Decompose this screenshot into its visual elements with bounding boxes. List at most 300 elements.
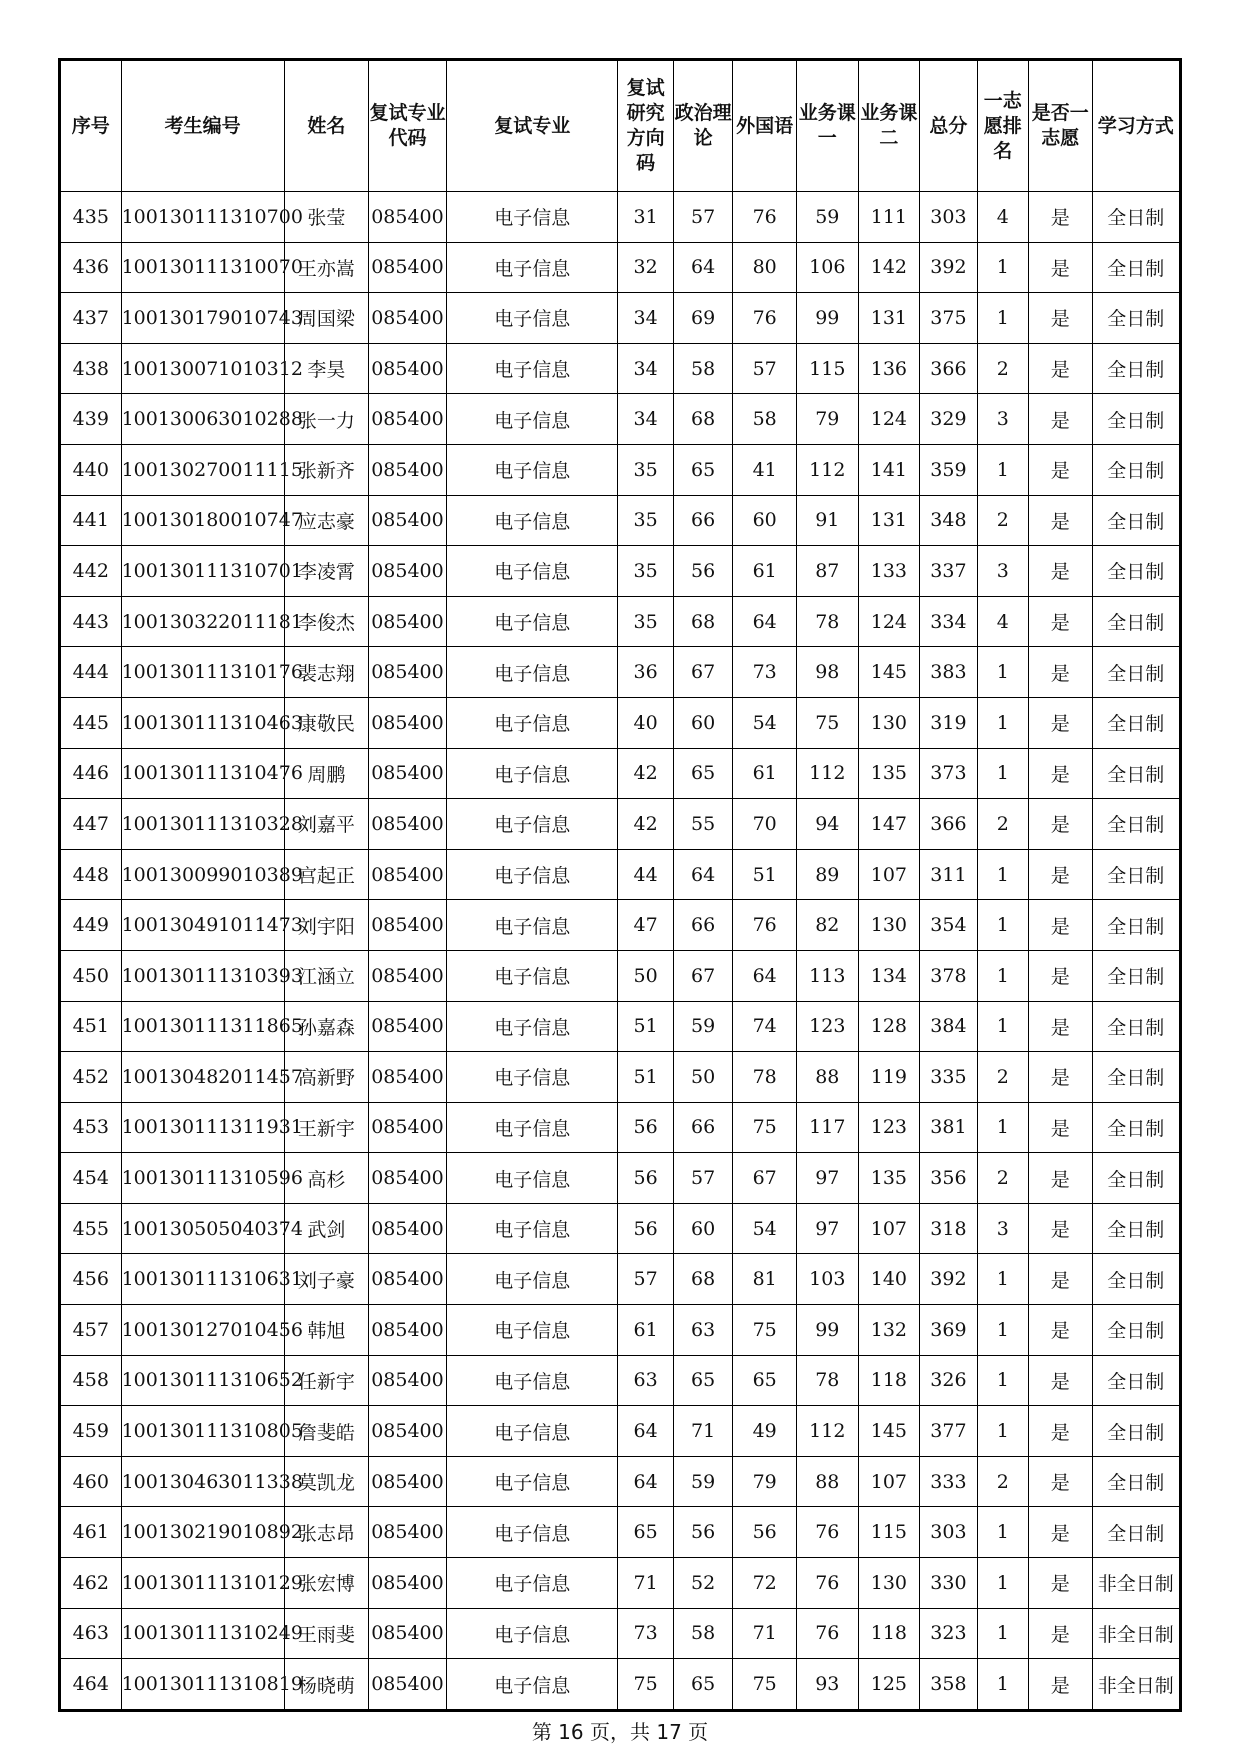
cell-foreign-language: 75 bbox=[733, 1659, 797, 1711]
header-first-choice-rank: 一志愿排名 bbox=[977, 60, 1028, 192]
cell-major-code: 085400 bbox=[368, 1456, 446, 1507]
cell-candidate-id: 100130482011457 bbox=[121, 1052, 284, 1103]
cell-seq: 449 bbox=[60, 900, 122, 951]
cell-major-code: 085400 bbox=[368, 1001, 446, 1052]
cell-is-first-choice: 是 bbox=[1028, 950, 1092, 1001]
cell-total: 392 bbox=[920, 1254, 977, 1305]
cell-name: 杨晓萌 bbox=[284, 1659, 368, 1711]
cell-politics: 64 bbox=[673, 849, 733, 900]
cell-foreign-language: 72 bbox=[733, 1558, 797, 1609]
cell-politics: 59 bbox=[673, 1456, 733, 1507]
cell-course-2: 128 bbox=[858, 1001, 920, 1052]
cell-foreign-language: 58 bbox=[733, 394, 797, 445]
cell-candidate-id: 100130270011115 bbox=[121, 444, 284, 495]
cell-direction-code: 42 bbox=[618, 748, 673, 799]
cell-major-code: 085400 bbox=[368, 394, 446, 445]
cell-first-choice-rank: 1 bbox=[977, 900, 1028, 951]
cell-major: 电子信息 bbox=[446, 1305, 617, 1356]
cell-seq: 462 bbox=[60, 1558, 122, 1609]
cell-foreign-language: 57 bbox=[733, 343, 797, 394]
cell-major: 电子信息 bbox=[446, 1001, 617, 1052]
cell-is-first-choice: 是 bbox=[1028, 1305, 1092, 1356]
cell-foreign-language: 79 bbox=[733, 1456, 797, 1507]
table-row bbox=[60, 1203, 1181, 1254]
cell-foreign-language: 80 bbox=[733, 242, 797, 293]
cell-direction-code: 35 bbox=[618, 596, 673, 647]
cell-is-first-choice: 是 bbox=[1028, 1203, 1092, 1254]
table-row bbox=[60, 950, 1181, 1001]
cell-study-mode: 全日制 bbox=[1092, 799, 1180, 850]
cell-major: 电子信息 bbox=[446, 293, 617, 344]
cell-first-choice-rank: 1 bbox=[977, 647, 1028, 698]
cell-politics: 65 bbox=[673, 444, 733, 495]
cell-course-2: 130 bbox=[858, 1558, 920, 1609]
cell-major: 电子信息 bbox=[446, 900, 617, 951]
cell-direction-code: 36 bbox=[618, 647, 673, 698]
table-row bbox=[60, 1507, 1181, 1558]
cell-study-mode: 全日制 bbox=[1092, 1153, 1180, 1204]
cell-politics: 57 bbox=[673, 192, 733, 243]
table-row bbox=[60, 1558, 1181, 1609]
cell-politics: 68 bbox=[673, 1254, 733, 1305]
cell-course-1: 112 bbox=[797, 748, 859, 799]
cell-seq: 440 bbox=[60, 444, 122, 495]
table-row bbox=[60, 596, 1181, 647]
cell-foreign-language: 67 bbox=[733, 1153, 797, 1204]
cell-study-mode: 非全日制 bbox=[1092, 1659, 1180, 1711]
cell-name: 张宏博 bbox=[284, 1558, 368, 1609]
cell-direction-code: 73 bbox=[618, 1608, 673, 1659]
cell-is-first-choice: 是 bbox=[1028, 1153, 1092, 1204]
cell-seq: 461 bbox=[60, 1507, 122, 1558]
cell-course-2: 147 bbox=[858, 799, 920, 850]
cell-name: 李凌霄 bbox=[284, 546, 368, 597]
cell-total: 354 bbox=[920, 900, 977, 951]
cell-course-1: 82 bbox=[797, 900, 859, 951]
cell-is-first-choice: 是 bbox=[1028, 394, 1092, 445]
cell-study-mode: 全日制 bbox=[1092, 950, 1180, 1001]
cell-total: 358 bbox=[920, 1659, 977, 1711]
cell-total: 303 bbox=[920, 1507, 977, 1558]
cell-candidate-id: 100130219010892 bbox=[121, 1507, 284, 1558]
cell-first-choice-rank: 1 bbox=[977, 950, 1028, 1001]
cell-major-code: 085400 bbox=[368, 697, 446, 748]
cell-major: 电子信息 bbox=[446, 192, 617, 243]
cell-politics: 68 bbox=[673, 394, 733, 445]
cell-candidate-id: 100130071010312 bbox=[121, 343, 284, 394]
header-course-2: 业务课二 bbox=[858, 60, 920, 192]
cell-study-mode: 全日制 bbox=[1092, 1305, 1180, 1356]
cell-name: 任新宇 bbox=[284, 1355, 368, 1406]
cell-study-mode: 全日制 bbox=[1092, 748, 1180, 799]
header-seq: 序号 bbox=[60, 60, 122, 192]
cell-name: 张新齐 bbox=[284, 444, 368, 495]
cell-name: 张志昂 bbox=[284, 1507, 368, 1558]
header-name: 姓名 bbox=[284, 60, 368, 192]
cell-major: 电子信息 bbox=[446, 1052, 617, 1103]
cell-total: 377 bbox=[920, 1406, 977, 1457]
cell-direction-code: 65 bbox=[618, 1507, 673, 1558]
cell-is-first-choice: 是 bbox=[1028, 192, 1092, 243]
cell-foreign-language: 49 bbox=[733, 1406, 797, 1457]
cell-name: 周国梁 bbox=[284, 293, 368, 344]
cell-is-first-choice: 是 bbox=[1028, 1001, 1092, 1052]
cell-first-choice-rank: 1 bbox=[977, 293, 1028, 344]
cell-candidate-id: 100130111310328 bbox=[121, 799, 284, 850]
cell-politics: 68 bbox=[673, 596, 733, 647]
cell-foreign-language: 64 bbox=[733, 950, 797, 1001]
cell-study-mode: 全日制 bbox=[1092, 495, 1180, 546]
cell-politics: 63 bbox=[673, 1305, 733, 1356]
cell-course-1: 103 bbox=[797, 1254, 859, 1305]
cell-foreign-language: 61 bbox=[733, 546, 797, 597]
cell-foreign-language: 61 bbox=[733, 748, 797, 799]
table-row bbox=[60, 1153, 1181, 1204]
cell-seq: 447 bbox=[60, 799, 122, 850]
cell-major-code: 085400 bbox=[368, 1355, 446, 1406]
cell-course-2: 141 bbox=[858, 444, 920, 495]
cell-major: 电子信息 bbox=[446, 1254, 617, 1305]
cell-major: 电子信息 bbox=[446, 444, 617, 495]
cell-course-2: 130 bbox=[858, 697, 920, 748]
cell-foreign-language: 75 bbox=[733, 1102, 797, 1153]
table-row bbox=[60, 1659, 1181, 1711]
cell-seq: 436 bbox=[60, 242, 122, 293]
cell-candidate-id: 100130111310476 bbox=[121, 748, 284, 799]
cell-politics: 65 bbox=[673, 1659, 733, 1711]
header-row bbox=[60, 60, 1181, 192]
cell-study-mode: 全日制 bbox=[1092, 242, 1180, 293]
cell-course-1: 123 bbox=[797, 1001, 859, 1052]
cell-course-2: 123 bbox=[858, 1102, 920, 1153]
cell-name: 刘宇阳 bbox=[284, 900, 368, 951]
cell-foreign-language: 54 bbox=[733, 697, 797, 748]
cell-course-2: 136 bbox=[858, 343, 920, 394]
cell-study-mode: 全日制 bbox=[1092, 293, 1180, 344]
cell-name: 康敬民 bbox=[284, 697, 368, 748]
cell-first-choice-rank: 2 bbox=[977, 495, 1028, 546]
cell-major-code: 085400 bbox=[368, 293, 446, 344]
cell-course-1: 76 bbox=[797, 1608, 859, 1659]
cell-direction-code: 42 bbox=[618, 799, 673, 850]
cell-course-2: 135 bbox=[858, 1153, 920, 1204]
cell-study-mode: 全日制 bbox=[1092, 1406, 1180, 1457]
cell-direction-code: 56 bbox=[618, 1153, 673, 1204]
cell-major-code: 085400 bbox=[368, 1052, 446, 1103]
cell-candidate-id: 100130111310176 bbox=[121, 647, 284, 698]
cell-major: 电子信息 bbox=[446, 242, 617, 293]
cell-foreign-language: 71 bbox=[733, 1608, 797, 1659]
cell-name: 王雨斐 bbox=[284, 1608, 368, 1659]
cell-name: 裴志翔 bbox=[284, 647, 368, 698]
cell-politics: 71 bbox=[673, 1406, 733, 1457]
cell-is-first-choice: 是 bbox=[1028, 1052, 1092, 1103]
cell-major: 电子信息 bbox=[446, 1558, 617, 1609]
cell-course-1: 99 bbox=[797, 1305, 859, 1356]
cell-foreign-language: 64 bbox=[733, 596, 797, 647]
cell-major-code: 085400 bbox=[368, 1254, 446, 1305]
cell-direction-code: 64 bbox=[618, 1456, 673, 1507]
cell-course-1: 59 bbox=[797, 192, 859, 243]
cell-seq: 446 bbox=[60, 748, 122, 799]
cell-major-code: 085400 bbox=[368, 900, 446, 951]
cell-course-1: 97 bbox=[797, 1203, 859, 1254]
cell-first-choice-rank: 1 bbox=[977, 1406, 1028, 1457]
cell-major: 电子信息 bbox=[446, 495, 617, 546]
cell-politics: 56 bbox=[673, 1507, 733, 1558]
cell-major-code: 085400 bbox=[368, 748, 446, 799]
table-row bbox=[60, 900, 1181, 951]
cell-total: 334 bbox=[920, 596, 977, 647]
table-row bbox=[60, 799, 1181, 850]
cell-total: 330 bbox=[920, 1558, 977, 1609]
cell-course-1: 87 bbox=[797, 546, 859, 597]
cell-study-mode: 全日制 bbox=[1092, 647, 1180, 698]
cell-direction-code: 61 bbox=[618, 1305, 673, 1356]
cell-politics: 66 bbox=[673, 900, 733, 951]
cell-candidate-id: 100130322011181 bbox=[121, 596, 284, 647]
table-row bbox=[60, 192, 1181, 243]
page-footer: 第 16 页，共 17 页 bbox=[531, 1720, 709, 1744]
cell-is-first-choice: 是 bbox=[1028, 546, 1092, 597]
cell-major: 电子信息 bbox=[446, 1659, 617, 1711]
cell-is-first-choice: 是 bbox=[1028, 697, 1092, 748]
cell-study-mode: 全日制 bbox=[1092, 192, 1180, 243]
cell-course-1: 91 bbox=[797, 495, 859, 546]
cell-first-choice-rank: 4 bbox=[977, 596, 1028, 647]
cell-direction-code: 75 bbox=[618, 1659, 673, 1711]
cell-course-1: 88 bbox=[797, 1052, 859, 1103]
cell-total: 335 bbox=[920, 1052, 977, 1103]
cell-course-2: 124 bbox=[858, 596, 920, 647]
cell-name: 张一力 bbox=[284, 394, 368, 445]
cell-direction-code: 51 bbox=[618, 1052, 673, 1103]
cell-direction-code: 34 bbox=[618, 293, 673, 344]
cell-seq: 442 bbox=[60, 546, 122, 597]
cell-direction-code: 71 bbox=[618, 1558, 673, 1609]
cell-is-first-choice: 是 bbox=[1028, 1254, 1092, 1305]
cell-direction-code: 64 bbox=[618, 1406, 673, 1457]
cell-course-2: 115 bbox=[858, 1507, 920, 1558]
cell-course-2: 140 bbox=[858, 1254, 920, 1305]
cell-candidate-id: 100130505040374 bbox=[121, 1203, 284, 1254]
cell-candidate-id: 100130111311865 bbox=[121, 1001, 284, 1052]
cell-politics: 58 bbox=[673, 1608, 733, 1659]
cell-first-choice-rank: 1 bbox=[977, 697, 1028, 748]
admission-table bbox=[58, 58, 1182, 1712]
cell-is-first-choice: 是 bbox=[1028, 293, 1092, 344]
cell-foreign-language: 51 bbox=[733, 849, 797, 900]
cell-candidate-id: 100130111310596 bbox=[121, 1153, 284, 1204]
cell-major: 电子信息 bbox=[446, 546, 617, 597]
cell-course-1: 78 bbox=[797, 596, 859, 647]
cell-major: 电子信息 bbox=[446, 1608, 617, 1659]
cell-direction-code: 32 bbox=[618, 242, 673, 293]
cell-foreign-language: 78 bbox=[733, 1052, 797, 1103]
cell-course-1: 93 bbox=[797, 1659, 859, 1711]
cell-candidate-id: 100130111311931 bbox=[121, 1102, 284, 1153]
cell-major: 电子信息 bbox=[446, 799, 617, 850]
cell-major-code: 085400 bbox=[368, 596, 446, 647]
header-politics: 政治理论 bbox=[673, 60, 733, 192]
cell-seq: 459 bbox=[60, 1406, 122, 1457]
cell-major-code: 085400 bbox=[368, 546, 446, 597]
cell-major-code: 085400 bbox=[368, 1608, 446, 1659]
header-direction-code: 复试研究方向码 bbox=[618, 60, 673, 192]
cell-first-choice-rank: 1 bbox=[977, 1305, 1028, 1356]
cell-seq: 458 bbox=[60, 1355, 122, 1406]
cell-foreign-language: 56 bbox=[733, 1507, 797, 1558]
cell-major-code: 085400 bbox=[368, 1305, 446, 1356]
cell-seq: 463 bbox=[60, 1608, 122, 1659]
cell-study-mode: 全日制 bbox=[1092, 1254, 1180, 1305]
cell-total: 375 bbox=[920, 293, 977, 344]
cell-course-2: 107 bbox=[858, 849, 920, 900]
cell-first-choice-rank: 2 bbox=[977, 1153, 1028, 1204]
cell-politics: 55 bbox=[673, 799, 733, 850]
cell-is-first-choice: 是 bbox=[1028, 343, 1092, 394]
cell-name: 詹斐皓 bbox=[284, 1406, 368, 1457]
cell-seq: 451 bbox=[60, 1001, 122, 1052]
cell-course-2: 131 bbox=[858, 293, 920, 344]
cell-foreign-language: 65 bbox=[733, 1355, 797, 1406]
cell-total: 366 bbox=[920, 343, 977, 394]
cell-candidate-id: 100130063010288 bbox=[121, 394, 284, 445]
cell-candidate-id: 100130099010389 bbox=[121, 849, 284, 900]
cell-course-2: 118 bbox=[858, 1355, 920, 1406]
cell-course-1: 113 bbox=[797, 950, 859, 1001]
cell-direction-code: 51 bbox=[618, 1001, 673, 1052]
cell-course-2: 130 bbox=[858, 900, 920, 951]
cell-study-mode: 全日制 bbox=[1092, 849, 1180, 900]
cell-course-1: 106 bbox=[797, 242, 859, 293]
cell-course-1: 75 bbox=[797, 697, 859, 748]
cell-course-1: 89 bbox=[797, 849, 859, 900]
cell-study-mode: 全日制 bbox=[1092, 697, 1180, 748]
cell-seq: 445 bbox=[60, 697, 122, 748]
cell-name: 王新宇 bbox=[284, 1102, 368, 1153]
cell-first-choice-rank: 1 bbox=[977, 444, 1028, 495]
cell-study-mode: 全日制 bbox=[1092, 596, 1180, 647]
cell-name: 武剑 bbox=[284, 1203, 368, 1254]
cell-total: 326 bbox=[920, 1355, 977, 1406]
cell-major: 电子信息 bbox=[446, 1406, 617, 1457]
cell-course-2: 118 bbox=[858, 1608, 920, 1659]
cell-total: 348 bbox=[920, 495, 977, 546]
cell-politics: 57 bbox=[673, 1153, 733, 1204]
cell-name: 江涵立 bbox=[284, 950, 368, 1001]
cell-major-code: 085400 bbox=[368, 799, 446, 850]
cell-course-1: 79 bbox=[797, 394, 859, 445]
cell-politics: 67 bbox=[673, 647, 733, 698]
cell-major-code: 085400 bbox=[368, 343, 446, 394]
cell-politics: 69 bbox=[673, 293, 733, 344]
cell-total: 318 bbox=[920, 1203, 977, 1254]
cell-name: 应志豪 bbox=[284, 495, 368, 546]
cell-direction-code: 56 bbox=[618, 1102, 673, 1153]
cell-course-1: 99 bbox=[797, 293, 859, 344]
cell-study-mode: 全日制 bbox=[1092, 444, 1180, 495]
cell-foreign-language: 73 bbox=[733, 647, 797, 698]
cell-study-mode: 全日制 bbox=[1092, 343, 1180, 394]
cell-study-mode: 全日制 bbox=[1092, 900, 1180, 951]
cell-foreign-language: 54 bbox=[733, 1203, 797, 1254]
cell-study-mode: 非全日制 bbox=[1092, 1558, 1180, 1609]
cell-candidate-id: 100130111310700 bbox=[121, 192, 284, 243]
cell-course-1: 112 bbox=[797, 444, 859, 495]
header-major-code: 复试专业代码 bbox=[368, 60, 446, 192]
cell-total: 319 bbox=[920, 697, 977, 748]
cell-name: 孙嘉森 bbox=[284, 1001, 368, 1052]
cell-major: 电子信息 bbox=[446, 748, 617, 799]
cell-course-2: 131 bbox=[858, 495, 920, 546]
cell-name: 刘子豪 bbox=[284, 1254, 368, 1305]
cell-politics: 59 bbox=[673, 1001, 733, 1052]
cell-first-choice-rank: 1 bbox=[977, 1355, 1028, 1406]
cell-candidate-id: 100130179010743 bbox=[121, 293, 284, 344]
header-study-mode: 学习方式 bbox=[1092, 60, 1180, 192]
cell-candidate-id: 100130111310805 bbox=[121, 1406, 284, 1457]
cell-politics: 67 bbox=[673, 950, 733, 1001]
table-body bbox=[60, 192, 1181, 1711]
cell-total: 356 bbox=[920, 1153, 977, 1204]
cell-seq: 452 bbox=[60, 1052, 122, 1103]
table-row bbox=[60, 1406, 1181, 1457]
cell-study-mode: 全日制 bbox=[1092, 1456, 1180, 1507]
cell-course-2: 142 bbox=[858, 242, 920, 293]
cell-major-code: 085400 bbox=[368, 950, 446, 1001]
cell-study-mode: 全日制 bbox=[1092, 394, 1180, 445]
cell-course-1: 115 bbox=[797, 343, 859, 394]
cell-name: 王亦嵩 bbox=[284, 242, 368, 293]
cell-first-choice-rank: 1 bbox=[977, 748, 1028, 799]
cell-politics: 52 bbox=[673, 1558, 733, 1609]
cell-seq: 448 bbox=[60, 849, 122, 900]
cell-seq: 439 bbox=[60, 394, 122, 445]
admission-table-container bbox=[58, 58, 1182, 1712]
cell-is-first-choice: 是 bbox=[1028, 1355, 1092, 1406]
cell-name: 周鹏 bbox=[284, 748, 368, 799]
cell-major: 电子信息 bbox=[446, 1203, 617, 1254]
table-header bbox=[60, 60, 1181, 192]
cell-study-mode: 非全日制 bbox=[1092, 1608, 1180, 1659]
cell-direction-code: 35 bbox=[618, 495, 673, 546]
cell-direction-code: 44 bbox=[618, 849, 673, 900]
cell-politics: 60 bbox=[673, 1203, 733, 1254]
cell-major-code: 085400 bbox=[368, 444, 446, 495]
cell-major-code: 085400 bbox=[368, 242, 446, 293]
cell-politics: 56 bbox=[673, 546, 733, 597]
cell-course-1: 112 bbox=[797, 1406, 859, 1457]
table-row bbox=[60, 1305, 1181, 1356]
header-total: 总分 bbox=[920, 60, 977, 192]
cell-total: 369 bbox=[920, 1305, 977, 1356]
cell-candidate-id: 100130111310631 bbox=[121, 1254, 284, 1305]
cell-course-1: 94 bbox=[797, 799, 859, 850]
cell-study-mode: 全日制 bbox=[1092, 1507, 1180, 1558]
cell-course-2: 124 bbox=[858, 394, 920, 445]
cell-is-first-choice: 是 bbox=[1028, 1102, 1092, 1153]
header-foreign-language: 外国语 bbox=[733, 60, 797, 192]
cell-name: 宫起正 bbox=[284, 849, 368, 900]
cell-direction-code: 50 bbox=[618, 950, 673, 1001]
cell-direction-code: 34 bbox=[618, 394, 673, 445]
cell-first-choice-rank: 4 bbox=[977, 192, 1028, 243]
cell-course-2: 135 bbox=[858, 748, 920, 799]
cell-first-choice-rank: 1 bbox=[977, 849, 1028, 900]
cell-total: 329 bbox=[920, 394, 977, 445]
cell-major: 电子信息 bbox=[446, 1456, 617, 1507]
